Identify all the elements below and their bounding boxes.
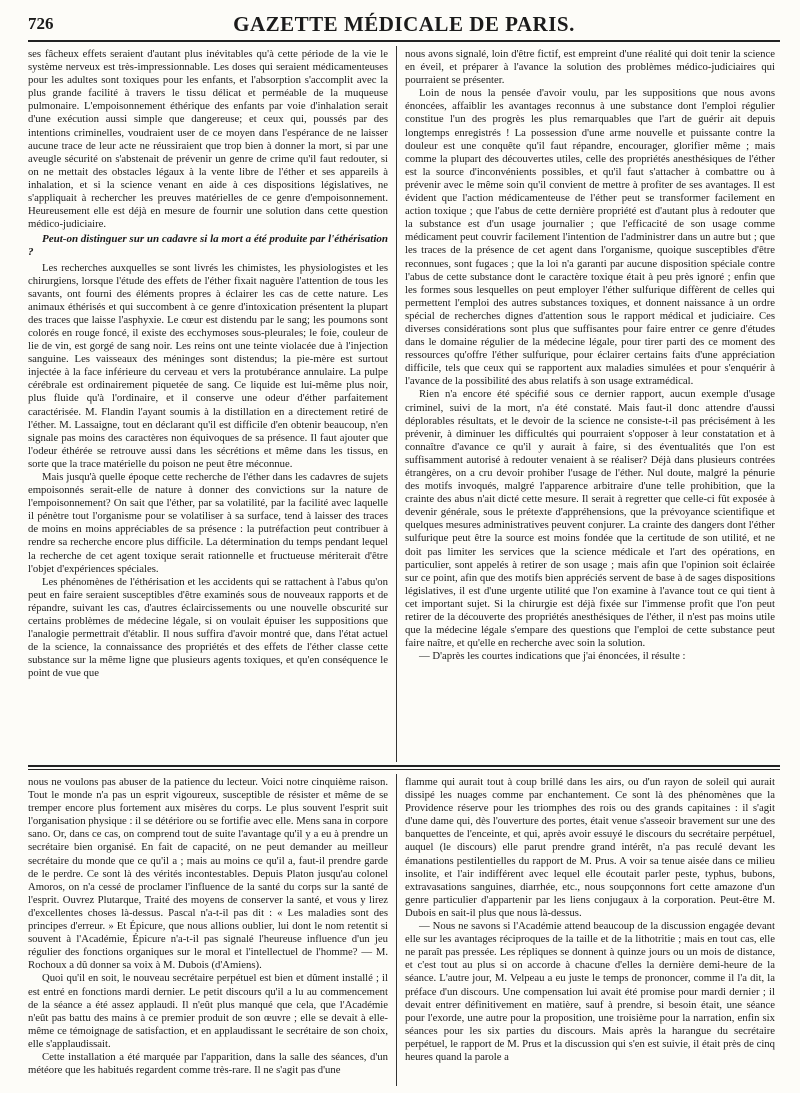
page-number: 726 [28,14,54,33]
column-divider [396,46,397,762]
page-title: GAZETTE MÉDICALE DE PARIS. [233,12,575,36]
paragraph: Quoi qu'il en soit, le nouveau secrétaire perpétuel est bien et dûment installé ; il est entré en fonctions mardi dernier. Le petit discours qu'il a lu au commencement de la séance a été assez applaudi. Il n'eût plus manqué que cela, que l'Académie n'eût pas battu des mains à ce premier produit de son œuvre ; elle se devait à elle-même ce témoignage de satisfaction, et en applaudissant le secrétaire de son choix, elle s'applaudissait. [28,972,388,1050]
paragraph: — D'après les courtes indications que j'ai énoncées, il résulte : [419,650,686,663]
paragraph: nous ne voulons pas abuser de la patience du lecteur. Voici notre cinquième raison. Tout le monde n'a pas un esprit vigoureux, susceptible de résister et même de se tremper encore plus fortement aux misères du corps. Le plus souvent l'esprit suit l'organisation physique : il se détériore ou se fortifie avec elle. Mens sana in corpore sano. Or, dans ce cas, on comprend tout de suite l'avantage qu'il y a eu à prendre un secrétaire bien organisé. En fait de capacité, on ne peut demander au meilleur secrétaire du monde que ce qu'il a ; mais au moins ce qu'il a, faut-il prendre garde de le perdre. Ce sont là des vérités incontestables. Depuis Platon jusqu'au colonel Amoros, on n'a cessé de proclamer l'influence de la santé du corps sur la santé de l'esprit. Ouvrez Plutarque, Traité des moyens de conserver la santé, et vous y lirez d'excellentes choses là-dessus. Pascal n'a-t-il pas dit : « Les maladies sont des principes d'erreur. » Et Épicure, que nous allions oublier, lui dont le nom retentit si souvent à l'Académie, Épicure n'a-t-il pas signalé l'heureuse influence d'un jeu régulier des fonctions organiques sur le moral et l'intellectuel de l'homme? — M. Rochoux a dû donner sa voix à M. Dubois (d'Amiens). [28,776,388,972]
paragraph: Loin de nous la pensée d'avoir voulu, par les suppositions que nous avons énoncées, affaiblir les avantages reconnus à une substance dont l'emploi régulier constitue l'un des progrès les plus remarquables que l'art de guérir ait depuis longtemps enregistrés ! La possession d'une arme nouvelle et puissante contre la douleur est une conquête qu'il faut répandre, encourager, glorifier même ; mais comme la plupart des découvertes utiles, celle des propriétés anesthésiques de l'éther est la source d'inconvénients possibles, et qu'il faut s'attacher à combattre ou à prévenir avec le même soin qu'il convient de mettre à profiter de ses avantages. Il est évident que l'action médicamenteuse de l'éther peut se transformer facilement en action toxique ; que l'abus de cette dernière propriété est d'autant plus à redouter que la substance est d'un usage journalier ; que l'efficacité de son usage comme médicament peut couvrir facilement l'intention de l'administrer dans un autre but ; que les traces de la présence de cet agent dans l'organisme, quoique susceptibles d'être reconnues, sont fugaces ; que la loi n'a garanti par aucune disposition spéciale contre l'abus de cette substance dont le caractère toxique était à peu près ignoré ; enfin que les formes sous lesquelles on peut employer l'éther sulfurique diffèrent de celles qui permettent l'emploi des autres substances toxiques, et donnent naissance à un ordre spécial de recherches dignes d'attention sous le rapport médical et judiciaire. Ces diverses considérations sont plus que suffisantes pour faire entrer ce genre d'études dans le domaine régulier de la médecine légale, pour tirer parti des ce moment des ressources qu'offre l'éther sulfurique, pour éclairer certains faits d'une appréciation difficile, tels que ceux qui se rapportent aux maladies simulées et pour s'enquérir à l'avance de la possibilité des abus relatifs à son usage extramédical. [405,87,775,388]
article-column-left [28,48,388,758]
column-divider [396,774,397,1086]
feuilleton-divider [28,765,780,767]
paragraph: flamme qui aurait tout à coup brillé dans les airs, ou d'un rayon de soleil qui aurait dissipé les nuages comme par enchantement. Ce sont là des phénomènes que la Providence réserve pour les triomphes des rois ou des grands capitaines : il s'agit d'une dame qui, dès l'ouverture des portes, était venue s'asseoir bravement sur une des banquettes de l'enceinte, et qui, après avoir essuyé le discours du secrétaire perpétuel, auquel (le discours) elle parut prendre grand intérêt, n'a pas reculé devant les émanations pestilentielles du rapport de M. Prus. A voir sa tenue aisée dans ce milieu insolite, et l'air indifférent avec lequel elle écoutait parler peste, typhus, bubons, extravasations sanguines, diarrhée, etc., nous soupçonnons fort cette amazone d'un genre particulier d'appartenir par les liens conjugaux à la corporation. Peut-être M. Dubois en sait-il plus que nous là-dessus. [405,776,775,919]
paragraph: Mais jusqu'à quelle époque cette recherche de l'éther dans les cadavres de sujets empoisonnés serait-elle de nature à donner des convictions sur la nature de l'empoisonnement? On sait que l'éther, par sa volatilité, par la facilité avec laquelle il pénètre tout l'organisme pour se volatiliser à sa surface, tend à laisser des traces de moins en moins appréciables de sa présence : la putréfaction peut contribuer à rendre sa recherche encore plus difficile. La détermination du temps pendant lequel la recherche de cet agent toxique serait rationnelle et fructueuse mériterait d'être l'objet d'expériences spéciales. [28,471,388,575]
feuilleton-column-left [28,776,388,1086]
feuilleton-divider-thin [28,769,780,770]
paragraph: Rien n'a encore été spécifié sous ce dernier rapport, aucun exemple d'usage criminel, suivi de la mort, n'a été constaté. Mais faut-il donc attendre d'aussi déplorables résultats, et le devoir de la science ne consiste-t-il pas précisément à les prévenir, à diminuer les difficultés qui pourraient s'opposer à leur constatation et à connaître d'avance ce qu'il y aurait à faire, si des éventualités que l'on est suffisamment autorisé à redouter venaient à se réaliser? Déjà dans plusieurs contrées étrangères, on a cru devoir prohiber l'usage de l'éther. Nul doute, malgré la pénurie des motifs invoqués, malgré l'apparence arbitraire d'une telle prohibition, que la crainte des abus n'ait dicté cette mesure. Il serait à regretter que celle-ci fût exposée à devenir générale, sous le prétexte d'appréhensions, que la prévoyance scientifique et quelques mesures administratives peuvent conjurer. La crainte des dangers dont l'éther sulfurique peut être la source est moins fondée que la certitude de son utilité, et ne doit pas limiter les services que la science médicale et l'art des opérations, en particulier, sont appelés à retirer de son usage ; mais afin que l'opinion soit éclairée sur ce point, afin que des motifs bien appréciés servent de base à de sages dispositions législatives, il est d'une urgente utilité que l'on examine à l'avance tout ce qui tient à cet important sujet. Si la chirurgie est déjà fixée sur l'immense profit que l'on peut retirer de la découverte des propriétés anesthésiques de l'éther, il n'est pas moins utile que la médecine légale s'empare des questions que l'emploi de cette substance peut faire naître, et qu'elle en recherche avec soin la solution. [405,388,775,650]
article-column-right [405,48,775,758]
paragraph: nous avons signalé, loin d'être fictif, est empreint d'une réalité qui doit tenir la science en éveil, et préparer à l'avance la solution des problèmes médico-judiciaires qui pourraient se présenter. [405,48,775,87]
paragraph: — Nous ne savons si l'Académie attend beaucoup de la discussion engagée devant elle sur les avantages réciproques de la taille et de la lithotritie ; mais en tout cas, elle ne paraît pas pressée. Les répliques se donnent à quinze jours ou un mois de distance, et c'est tout au plus si on accorde à chacune d'elles la dernière demi-heure de la séance. L'autre jour, M. Velpeau a eu juste le temps de prononcer, comme il l'a dit, la préface d'un discours. Une compensation lui avait été promise pour mardi dernier ; il devait entrer définitivement en matière, sauf à prendre, si besoin était, une séance pour l'exorde, une autre pour la proposition, une troisième pour la narration, enfin six séances pour les six parties du discours. Mais après la harangue du secrétaire perpétuel, le rapport de M. Prus et la discussion qui s'en est suivie, il était près de cinq heures quand la parole a [405,920,775,1063]
page-header [28,10,780,42]
paragraph: Cette installation a été marquée par l'apparition, dans la salle des séances, d'un météore que les habitués regardent comme très-rare. Il ne s'agit pas d'une [28,1050,388,1077]
section-heading: Peut-on distinguer sur un cadavre si la mort a été produite par l'éthérisation ? [28,233,388,259]
paragraph: Les recherches auxquelles se sont livrés les chimistes, les physiologistes et les chirurgiens, lorsque l'étude des effets de l'éther fixait naguère l'attention de tous les savants, ont fourni des éléments propres à éclairer les cas de cette nature. Les animaux éthérisés et qui succombent à ce genre d'intoxication présentent la plupart des traces que laisse l'asphyxie. Le cœur est distendu par le sang; les poumons sont colorés en rouge foncé, il existe des ecchymoses sous-pleurales; le foie, couleur de lie de vin, est gorgé de sang noir. Les reins ont une teinte violacée due à l'injection sanguine. Les vaisseaux des méninges sont distendus; la pie-mère est surtout injectée à la face inférieure du cerveau et vers la protubérance annulaire. La pulpe cérébrale est ordinairement piquetée de sang. Ce liquide est lui-même plus noir, plus fluide qu'à l'ordinaire, et il conserve une odeur d'éther parfaitement caractérisée. M. Flandin l'ayant soumis à la distillation en a directement retiré de l'éther. M. Lassaigne, tout en déclarant qu'il est difficile d'en obtenir beaucoup, n'en signale pas moins des caractères non équivoques de sa présence. Il faut ajouter que l'odeur éthérée se retrouve aussi dans les sécrétions et même dans les tissus, en sorte que la trace matérielle du poison ne peut être méconnue. [28,261,388,470]
paragraph: ses fâcheux effets seraient d'autant plus inévitables qu'à cette période de la vie le système nerveux est très-impressionnable. Les doses qui seraient médicamenteuses pour les adultes sont toxiques pour les enfants, et l'absorption s'accomplit avec la plus grande facilité à travers le tissu délicat et perméable de la muqueuse pulmonaire. L'empoisonnement éthérique des enfants par voie d'inhalation serait d'une exécution aussi simple que dangereuse; et ceux qui, poussés par des intentions criminelles, voudraient user de ce moyen dans l'espérance de ne laisser aucune trace de leur acte ne réussiraient que trop bien à donner la mort, si par une aveugle sécurité on s'abstenait de prévenir un genre de crime qu'il faut redouter, si on ne mettait des obstacles légaux à la vente libre de l'éther et ses appareils à inhalation, et si la science venant en aide à ces dispositions législatives, ne s'appliquait à rechercher les preuves matérielles de ce genre d'empoisonnement. Heureusement elle est déjà en mesure de fournir une solution dans cette question médico-judiciaire. [28,48,388,231]
feuilleton-column-right [405,776,775,1086]
paragraph: Les phénomènes de l'éthérisation et les accidents qui se rattachent à l'abus qu'on peut en faire seraient susceptibles d'être examinés sous de nouveaux rapports et de répandre, suivant les cas, d'autres éclaircissements ou une nouvelle obscurité sur certains problèmes de médecine légale, si on voulait épuiser les suppositions que l'analogie permettrait d'établir. Il nous suffira d'avoir montré que, dans l'état actuel de la science, la connaissance des propriétés et des effets de l'éther classe cette substance sur la même ligne que plusieurs agents toxiques, et qu'en conséquence le point de vue que [28,575,388,680]
